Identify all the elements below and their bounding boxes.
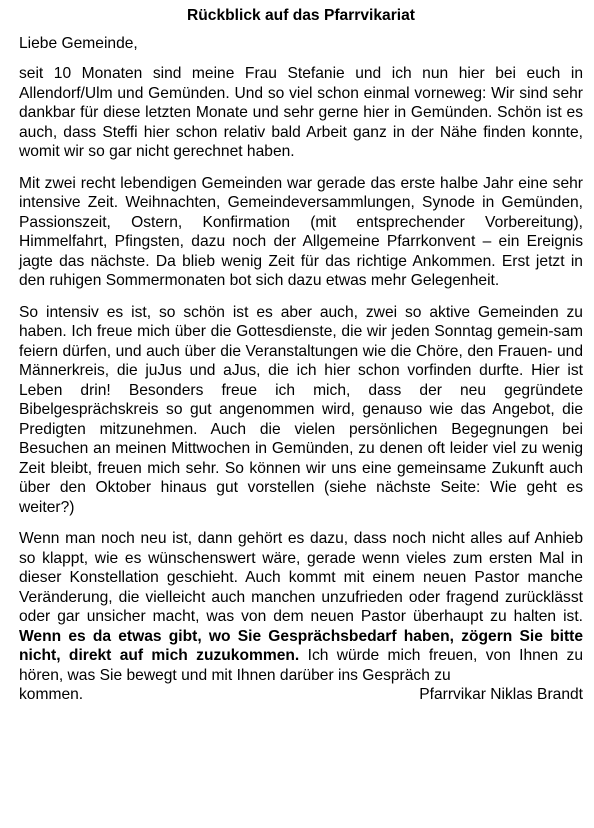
paragraph-4-emphasis: Wenn es da etwas gibt, wo Sie Gesprächsbedarf haben, zögern Sie bitte nicht, direkt auf mich zuzukommen. [19,627,583,664]
paragraph-3: So intensiv es ist, so schön ist es aber auch, zwei so aktive Gemeinden zu haben. Ich freue mich über die Gottesdienste, die wir jeden Sonntag gemein-sam feiern dürfen, und auch über die Veranstaltungen wie die Chöre, den Frauen- und Männerkreis, die juJus und aJus, die ich hier schon vorfinden durfte. Hier ist Leben drin! Besonders freue ich mich, dass der neu gegründete Bibelgesprächskreis so gut angenommen wird, genauso wie das Angebot, die Predigten mitzunehmen. Auch die vielen persönlichen Begegnungen bei Besuchen an meinen Mittwochen in Gemünden, zu denen oft leider viel zu wenig Zeit bleibt, freuen mich sehr. So können wir uns eine gemeinsame Zukunft auch über den Oktober hinaus gut vorstellen (siehe nächste Seite: Wie geht es weiter?) [19,303,583,516]
paragraph-1: seit 10 Monaten sind meine Frau Stefanie und ich nun hier bei euch in Allendorf/Ulm und Gemünden. Und so viel schon einmal vorneweg: Wir sind sehr dankbar für diese letzten Monate und sehr gerne hier in Gemünden. Schön ist es auch, dass Steffi hier schon relativ bald Arbeit ganz in der Nähe finden konnte, womit wir so gar nicht gerechnet haben. [19,65,583,160]
salutation: Liebe Gemeinde, [19,34,138,52]
closing-word: kommen. [19,686,84,703]
paragraph-2: Mit zwei recht lebendigen Gemeinden war gerade das erste halbe Jahr eine sehr intensive Zeit. Weihnachten, Gemeindeversammlungen, Synode in Gemünden, Passionszeit, Ostern, Konfirmation (mit entsprechender Vorbereitung), Himmelfahrt, Pfingsten, dazu noch der Allgemeine Pfarrkonvent – ein Ereignis jagte das nächste. Da blieb wenig Zeit für das richtige Ankommen. Erst jetzt in den ruhigen Sommermonaten bot sich dazu etwas mehr Gelegenheit. [19,174,583,289]
closing-line [19,685,583,705]
page-title: Rückblick auf das Pfarrvikariat [187,7,415,24]
paragraph-4 [19,529,583,685]
paragraph-4-outro: Ich würde mich freuen, von Ihnen zu hören, was Sie bewegt und mit Ihnen darüber ins Gespräch zu [19,647,583,684]
document-page [19,6,583,705]
paragraph-4-intro: Wenn man noch neu ist, dann gehört es dazu, dass noch nicht alles auf Anhieb so klappt, wie es wünschenswert wäre, gerade wenn vieles zum ersten Mal in dieser Konstellation geschieht. Auch kommt mit einem neuen Pastor manche Veränderung, die vielleicht auch manchen unzufrieden oder fragend zurücklässt oder gar unsicher macht, was von dem neuen Pastor überhaupt zu halten ist. [19,530,583,625]
signature: Pfarrvikar Niklas Brandt [419,686,583,703]
